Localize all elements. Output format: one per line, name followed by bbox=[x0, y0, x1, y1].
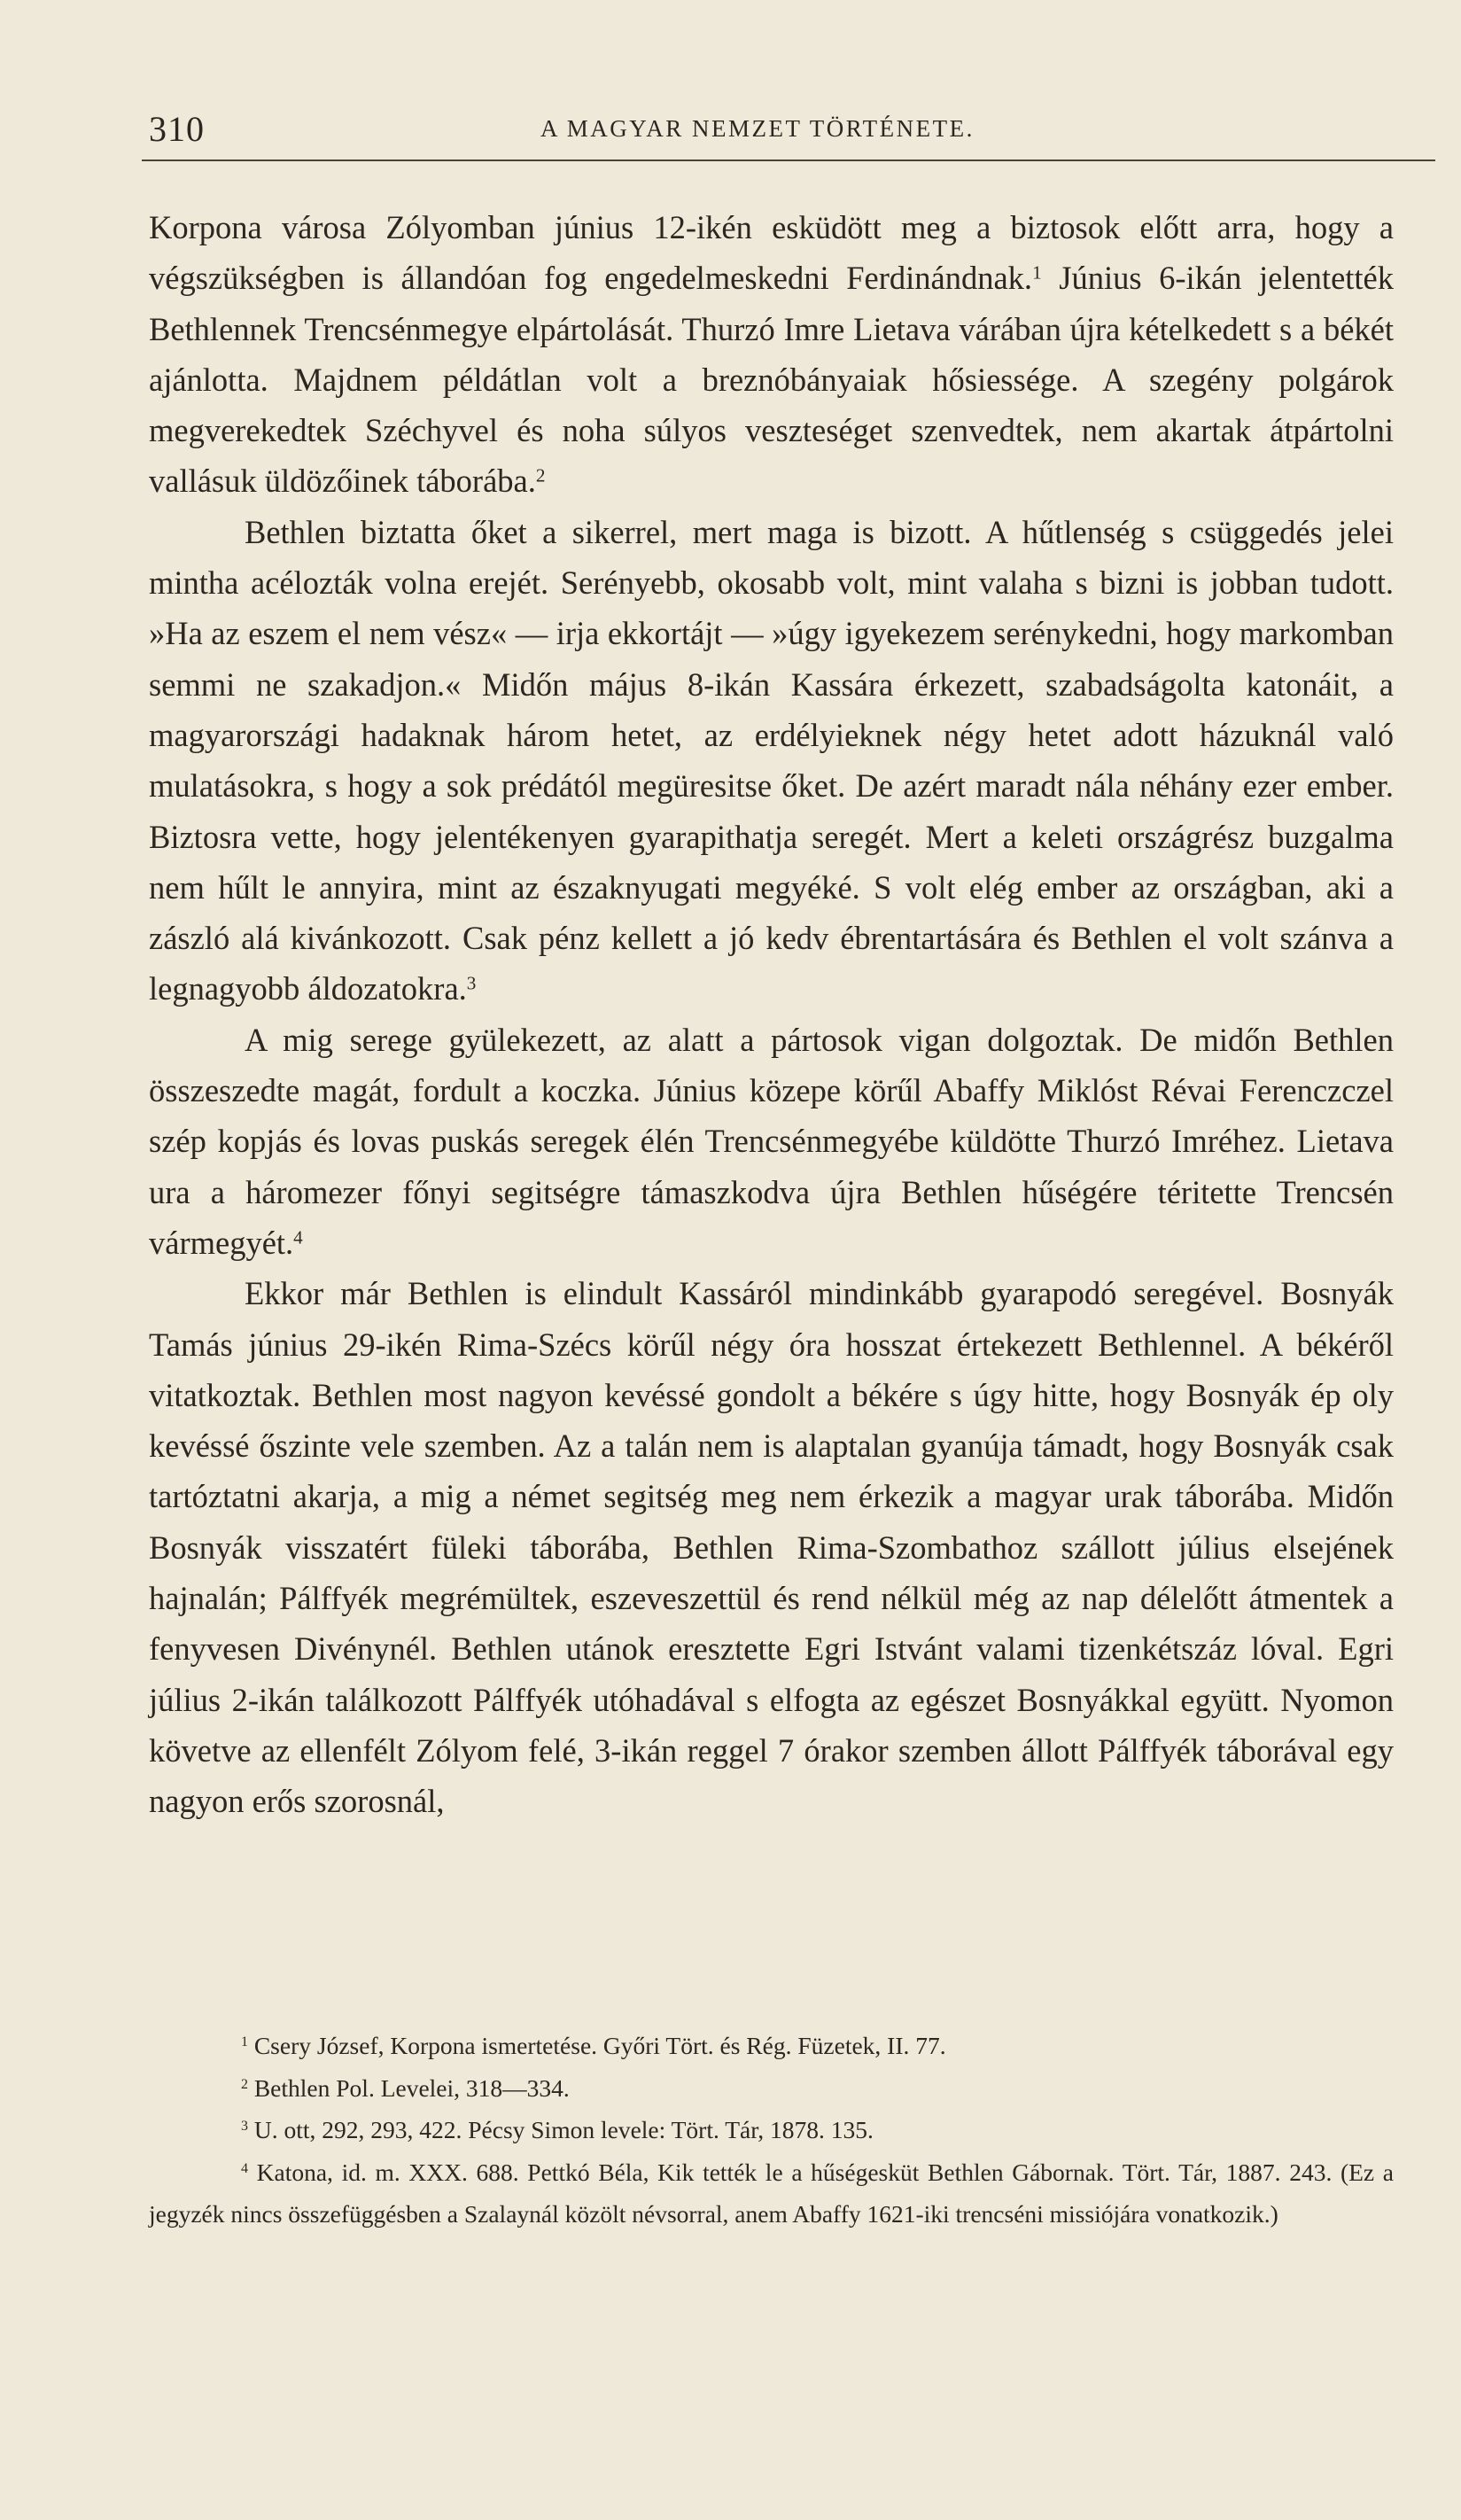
footnote-2 bbox=[149, 2067, 1394, 2110]
footnote-ref-2: 2 bbox=[535, 464, 546, 486]
main-text bbox=[149, 202, 1394, 1827]
running-head bbox=[142, 105, 1426, 158]
footnote-2-text: Bethlen Pol. Levelei, 318—334. bbox=[247, 2073, 570, 2102]
footnotes bbox=[149, 2025, 1394, 2236]
paragraph-1-text-part-1: Korpona városa Zólyomban június 12-ikén esküdött meg a biztosok előtt arra, hogy a végszükségben is állandóan fog engedelmeskedni Ferdinándnak. bbox=[149, 209, 1394, 297]
paragraph-3-text: A mig serege gyülekezett, az alatt a pártosok vigan dolgoztak. De midőn Bethlen összeszedte magát, fordult a koczka. Június közepe körűl Abaffy Miklóst Révai Ferenczczel szép kopjás és lovas puskás seregek élén Trencsénmegyébe küldötte Thurzó Imréhez. Lietava ura a háromezer főnyi segitségre támaszkodva újra Bethlen hűségére téritette Trencsén vármegyét. bbox=[149, 1021, 1394, 1261]
footnote-1-text: Csery József, Korpona ismertetése. Győri Tört. és Rég. Füzetek, II. 77. bbox=[247, 2032, 946, 2059]
footnote-3-text: U. ott, 292, 293, 422. Pécsy Simon levele: Tört. Tár, 1878. 135. bbox=[247, 2116, 874, 2143]
paragraph-1 bbox=[149, 202, 1394, 507]
footnote-ref-3: 3 bbox=[466, 972, 477, 994]
running-title: A MAGYAR NEMZET TÖRTÉNETE. bbox=[540, 115, 975, 142]
page-number: 310 bbox=[149, 109, 205, 149]
paragraph-2 bbox=[149, 507, 1394, 1015]
header-rule bbox=[142, 159, 1435, 161]
footnote-1 bbox=[149, 2025, 1394, 2067]
footnote-mark-3: 3 bbox=[241, 2119, 248, 2135]
footnote-4-text: Katona, id. m. XXX. 688. Pettkó Béla, Kik tették le a hűségesküt Bethlen Gábornak. Tört. Tár, 1887. 243. (Ez a jegyzék nincs összefüggésben a Szalaynál közölt névsorral, anem Abaffy 1621-iki trencséni missiójára vonatkozik.) bbox=[149, 2158, 1394, 2228]
paragraph-3 bbox=[149, 1015, 1394, 1268]
paragraph-1-text-part-2: Június 6-ikán jelentették Bethlennek Trencsénmegye elpártolását. Thurzó Imre Lietava várában újra kételkedett s a békét ajánlotta. Majdnem példátlan volt a breznóbányaiak hősiessége. A szegény polgárok megverekedtek Széchyvel és noha súlyos veszteséget szenvedtek, nem akartak átpártolni vallásuk üldözőinek táborába. bbox=[149, 260, 1394, 500]
paragraph-4 bbox=[149, 1268, 1394, 1826]
footnote-mark-4: 4 bbox=[241, 2160, 248, 2176]
footnote-4 bbox=[149, 2151, 1394, 2236]
footnote-mark-1: 1 bbox=[241, 2034, 248, 2050]
footnote-ref-1: 1 bbox=[1032, 261, 1042, 284]
footnote-ref-4: 4 bbox=[293, 1226, 303, 1248]
paragraph-4-text: Ekkor már Bethlen is elindult Kassáról mindinkább gyarapodó seregével. Bosnyák Tamás június 29-ikén Rima-Szécs körűl négy óra hosszat értekezett Bethlennel. A békéről vitatkoztak. Bethlen most nagyon kevéssé gondolt a békére s úgy hitte, hogy Bosnyák ép oly kevéssé őszinte vele szemben. Az a talán nem is alaptalan gyanúja támadt, hogy Bosnyák csak tartóztatni akarja, a mig a német segitség meg nem érkezik a magyar urak táborába. Midőn Bosnyák visszatért füleki táborába, Bethlen Rima-Szombathoz szállott július elsejének hajnalán; Pálffyék megrémültek, eszeveszettül és rend nélkül még az nap délelőtt átmentek a fenyvesen Divénynél. Bethlen utánok eresztette Egri Istvánt valami tizenkétszáz lóval. Egri július 2-ikán találkozott Pálffyék utóhadával s elfogta az egészet Bosnyákkal együtt. Nyomon követve az ellenfélt Zólyom felé, 3-ikán reggel 7 órakor szemben állott Pálffyék táborával egy nagyon erős szorosnál, bbox=[149, 1275, 1394, 1820]
footnote-3 bbox=[149, 2109, 1394, 2151]
paragraph-2-text: Bethlen biztatta őket a sikerrel, mert maga is bizott. A hűtlenség s csüggedés jelei mintha acélozták volna erejét. Serényebb, okosabb volt, mint valaha s bizni is jobban tudott. »Ha az eszem el nem vész« — irja ekkortájt — »úgy igyekezem serénykedni, hogy markomban semmi ne szakadjon.« Midőn május 8-ikán Kassára érkezett, szabadságolta katonáit, a magyarországi hadaknak három hetet, az erdélyieknek négy hetet adott házuknál való mulatásokra, s hogy a sok prédától megüresitse őket. De azért maradt nála néhány ezer ember. Biztosra vette, hogy jelentékenyen gyarapithatja seregét. Mert a keleti országrész buzgalma nem hűlt le annyira, mint az északnyugati megyéké. S volt elég ember az országban, aki a zászló alá kivánkozott. Csak pénz kellett a jó kedv ébrentartására és Bethlen el volt szánva a legnagyobb áldozatokra. bbox=[149, 513, 1394, 1007]
footnote-mark-2: 2 bbox=[241, 2076, 248, 2092]
